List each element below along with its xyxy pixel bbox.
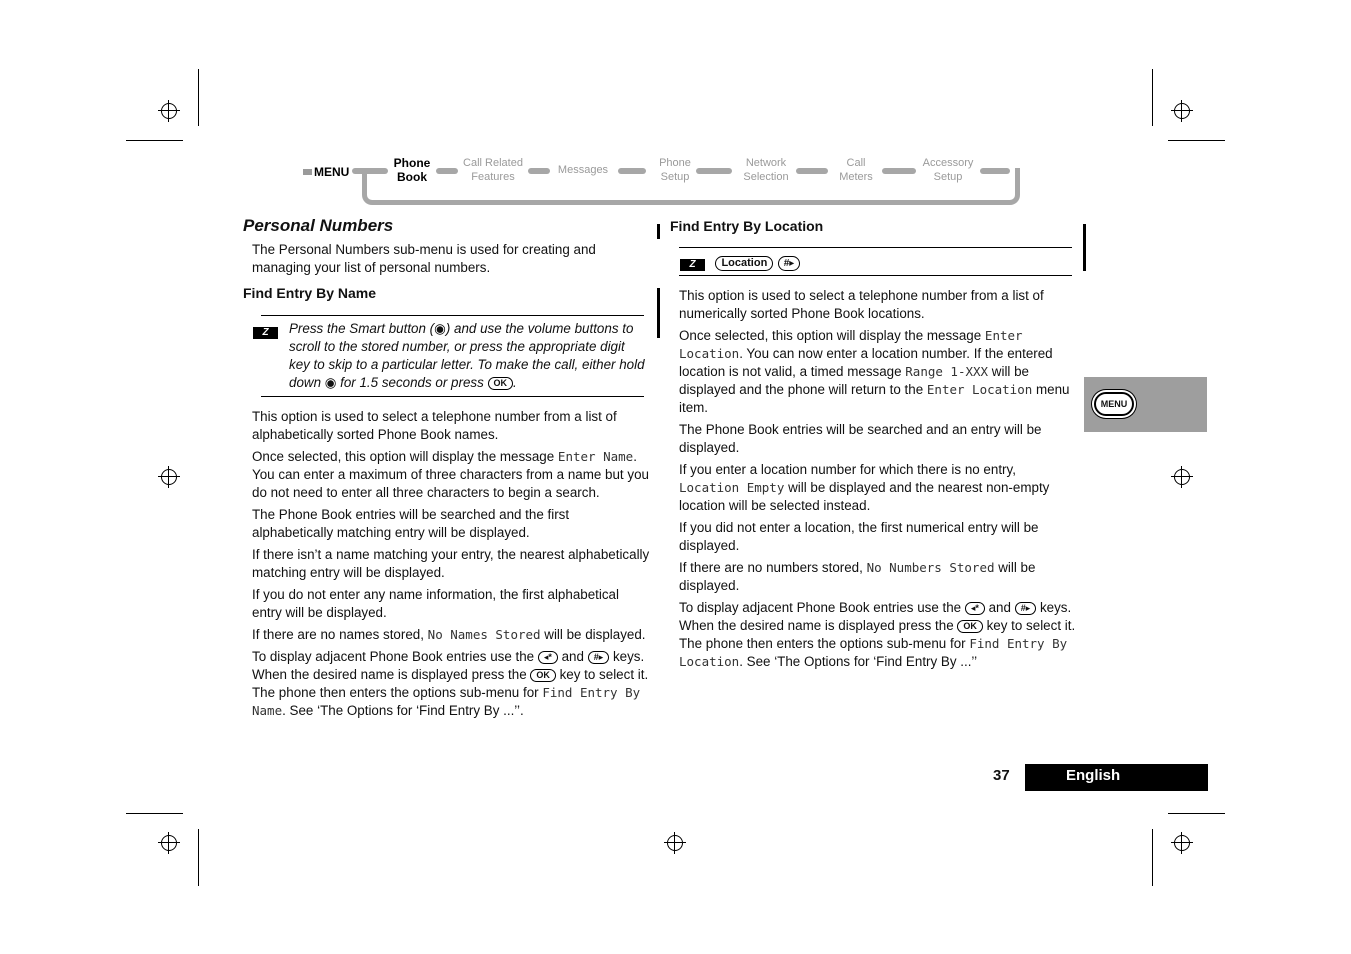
menu-item-network-selection: Network Selection	[743, 157, 789, 183]
paragraph: The Phone Book entries will be searched and an entry will be displayed.	[679, 422, 1042, 455]
paragraph: If you do not enter any name information, the first alphabetical entry will be displayed.	[252, 587, 619, 620]
change-bar	[657, 288, 660, 338]
scroll-left-key-icon: ◂*	[965, 602, 985, 615]
divider	[679, 247, 1072, 248]
change-bar	[1083, 224, 1086, 271]
paragraph: Once selected, this option will display the message Enter Name. You can enter a maximum of three characters from a name but you do not need to enter all three characters to begin a search.	[252, 449, 649, 500]
menu-navigation-bar	[300, 150, 1020, 210]
menu-item-call-related-features: Call Related Features	[463, 157, 523, 183]
paragraph: If there are no names stored, No Names Stored will be displayed.	[252, 627, 646, 642]
menu-label: MENU	[303, 165, 349, 179]
hash-key-icon: #▸	[778, 256, 801, 271]
menu-item-phone-setup: Phone Setup	[659, 157, 691, 183]
shortcut-row	[680, 254, 800, 272]
ok-key-icon: OK	[530, 669, 556, 682]
change-bar	[657, 224, 660, 239]
paragraph: Once selected, this option will display the message Enter Location. You can now enter a location number. If the entered location is not valid, a timed message Range 1-XXX will be displayed and the phone will return to the Enter Location menu item.	[679, 328, 1070, 415]
divider	[261, 315, 644, 316]
menu-item-messages: Messages	[557, 164, 609, 176]
paragraph: If you enter a location number for which there is no entry, Location Empty will be displayed and the nearest non-empty location will be selected instead.	[679, 462, 1050, 513]
menu-item-accessory-setup: Accessory Setup	[922, 157, 974, 183]
paragraph: If you did not enter a location, the first numerical entry will be displayed.	[679, 520, 1039, 553]
paragraph: To display adjacent Phone Book entries use the ◂* and #▸ keys. When the desired name is displayed press the OK key to select it. The phone then enters the options sub-menu for Find Entry By Location. See ‘The Options for ‘Find Entry By ...’’	[679, 600, 1076, 669]
note-icon: Z	[253, 322, 278, 340]
menu-item-phone-book: Phone Book	[393, 156, 431, 184]
language-label: English	[1025, 764, 1208, 791]
paragraph: To display adjacent Phone Book entries use the ◂* and #▸ keys. When the desired name is displayed press the OK key to select it. The phone then enters the options sub-menu for Find Entry By Name. See ‘The Options for ‘Find Entry By ...’’.	[252, 649, 649, 718]
paragraph: This option is used to select a telephone number from a list of numerically sorted Phone Book locations.	[679, 288, 1044, 321]
paragraph: If there isn’t a name matching your entry, the nearest alphabetically matching entry will be displayed.	[252, 547, 650, 580]
smart-button-icon: ◉	[324, 375, 337, 390]
menu-button-icon: MENU	[1094, 392, 1134, 416]
find-by-location-heading: Find Entry By Location	[670, 218, 824, 234]
find-by-location-body	[679, 287, 1077, 675]
find-by-name-heading: Find Entry By Name	[243, 285, 377, 301]
paragraph: If there are no numbers stored, No Numbers Stored will be displayed.	[679, 560, 1036, 593]
divider	[679, 275, 1072, 276]
smart-button-icon: ◉	[434, 321, 446, 336]
menu-item-call-meters: Call Meters	[839, 157, 873, 183]
shortcut-icon: Z	[680, 259, 705, 271]
ok-key-icon: OK	[488, 377, 514, 390]
scroll-left-key-icon: ◂*	[538, 651, 558, 664]
scroll-right-key-icon: #▸	[1015, 602, 1037, 615]
location-key-icon: Location	[715, 256, 773, 271]
section-title: Personal Numbers	[243, 216, 394, 235]
paragraph: The Phone Book entries will be searched and the first alphabetically matching entry will be displayed.	[252, 507, 570, 540]
menu-chapter-tab	[1084, 377, 1207, 432]
find-by-name-body	[252, 408, 652, 724]
smart-button-note: Press the Smart button (◉) and use the volume buttons to scroll to the stored number, or press the appropriate digit key to skip to a particular letter. To make the call, either hold down ◉ for 1.5 seconds or press OK .	[289, 321, 645, 390]
intro-text: The Personal Numbers sub-menu is used for creating and managing your list of personal numbers.	[252, 242, 596, 275]
scroll-right-key-icon: #▸	[588, 651, 610, 664]
divider	[261, 396, 644, 397]
page-number: 37	[993, 767, 1010, 784]
paragraph: This option is used to select a telephone number from a list of alphabetically sorted Phone Book names.	[252, 409, 617, 442]
ok-key-icon: OK	[957, 620, 983, 633]
